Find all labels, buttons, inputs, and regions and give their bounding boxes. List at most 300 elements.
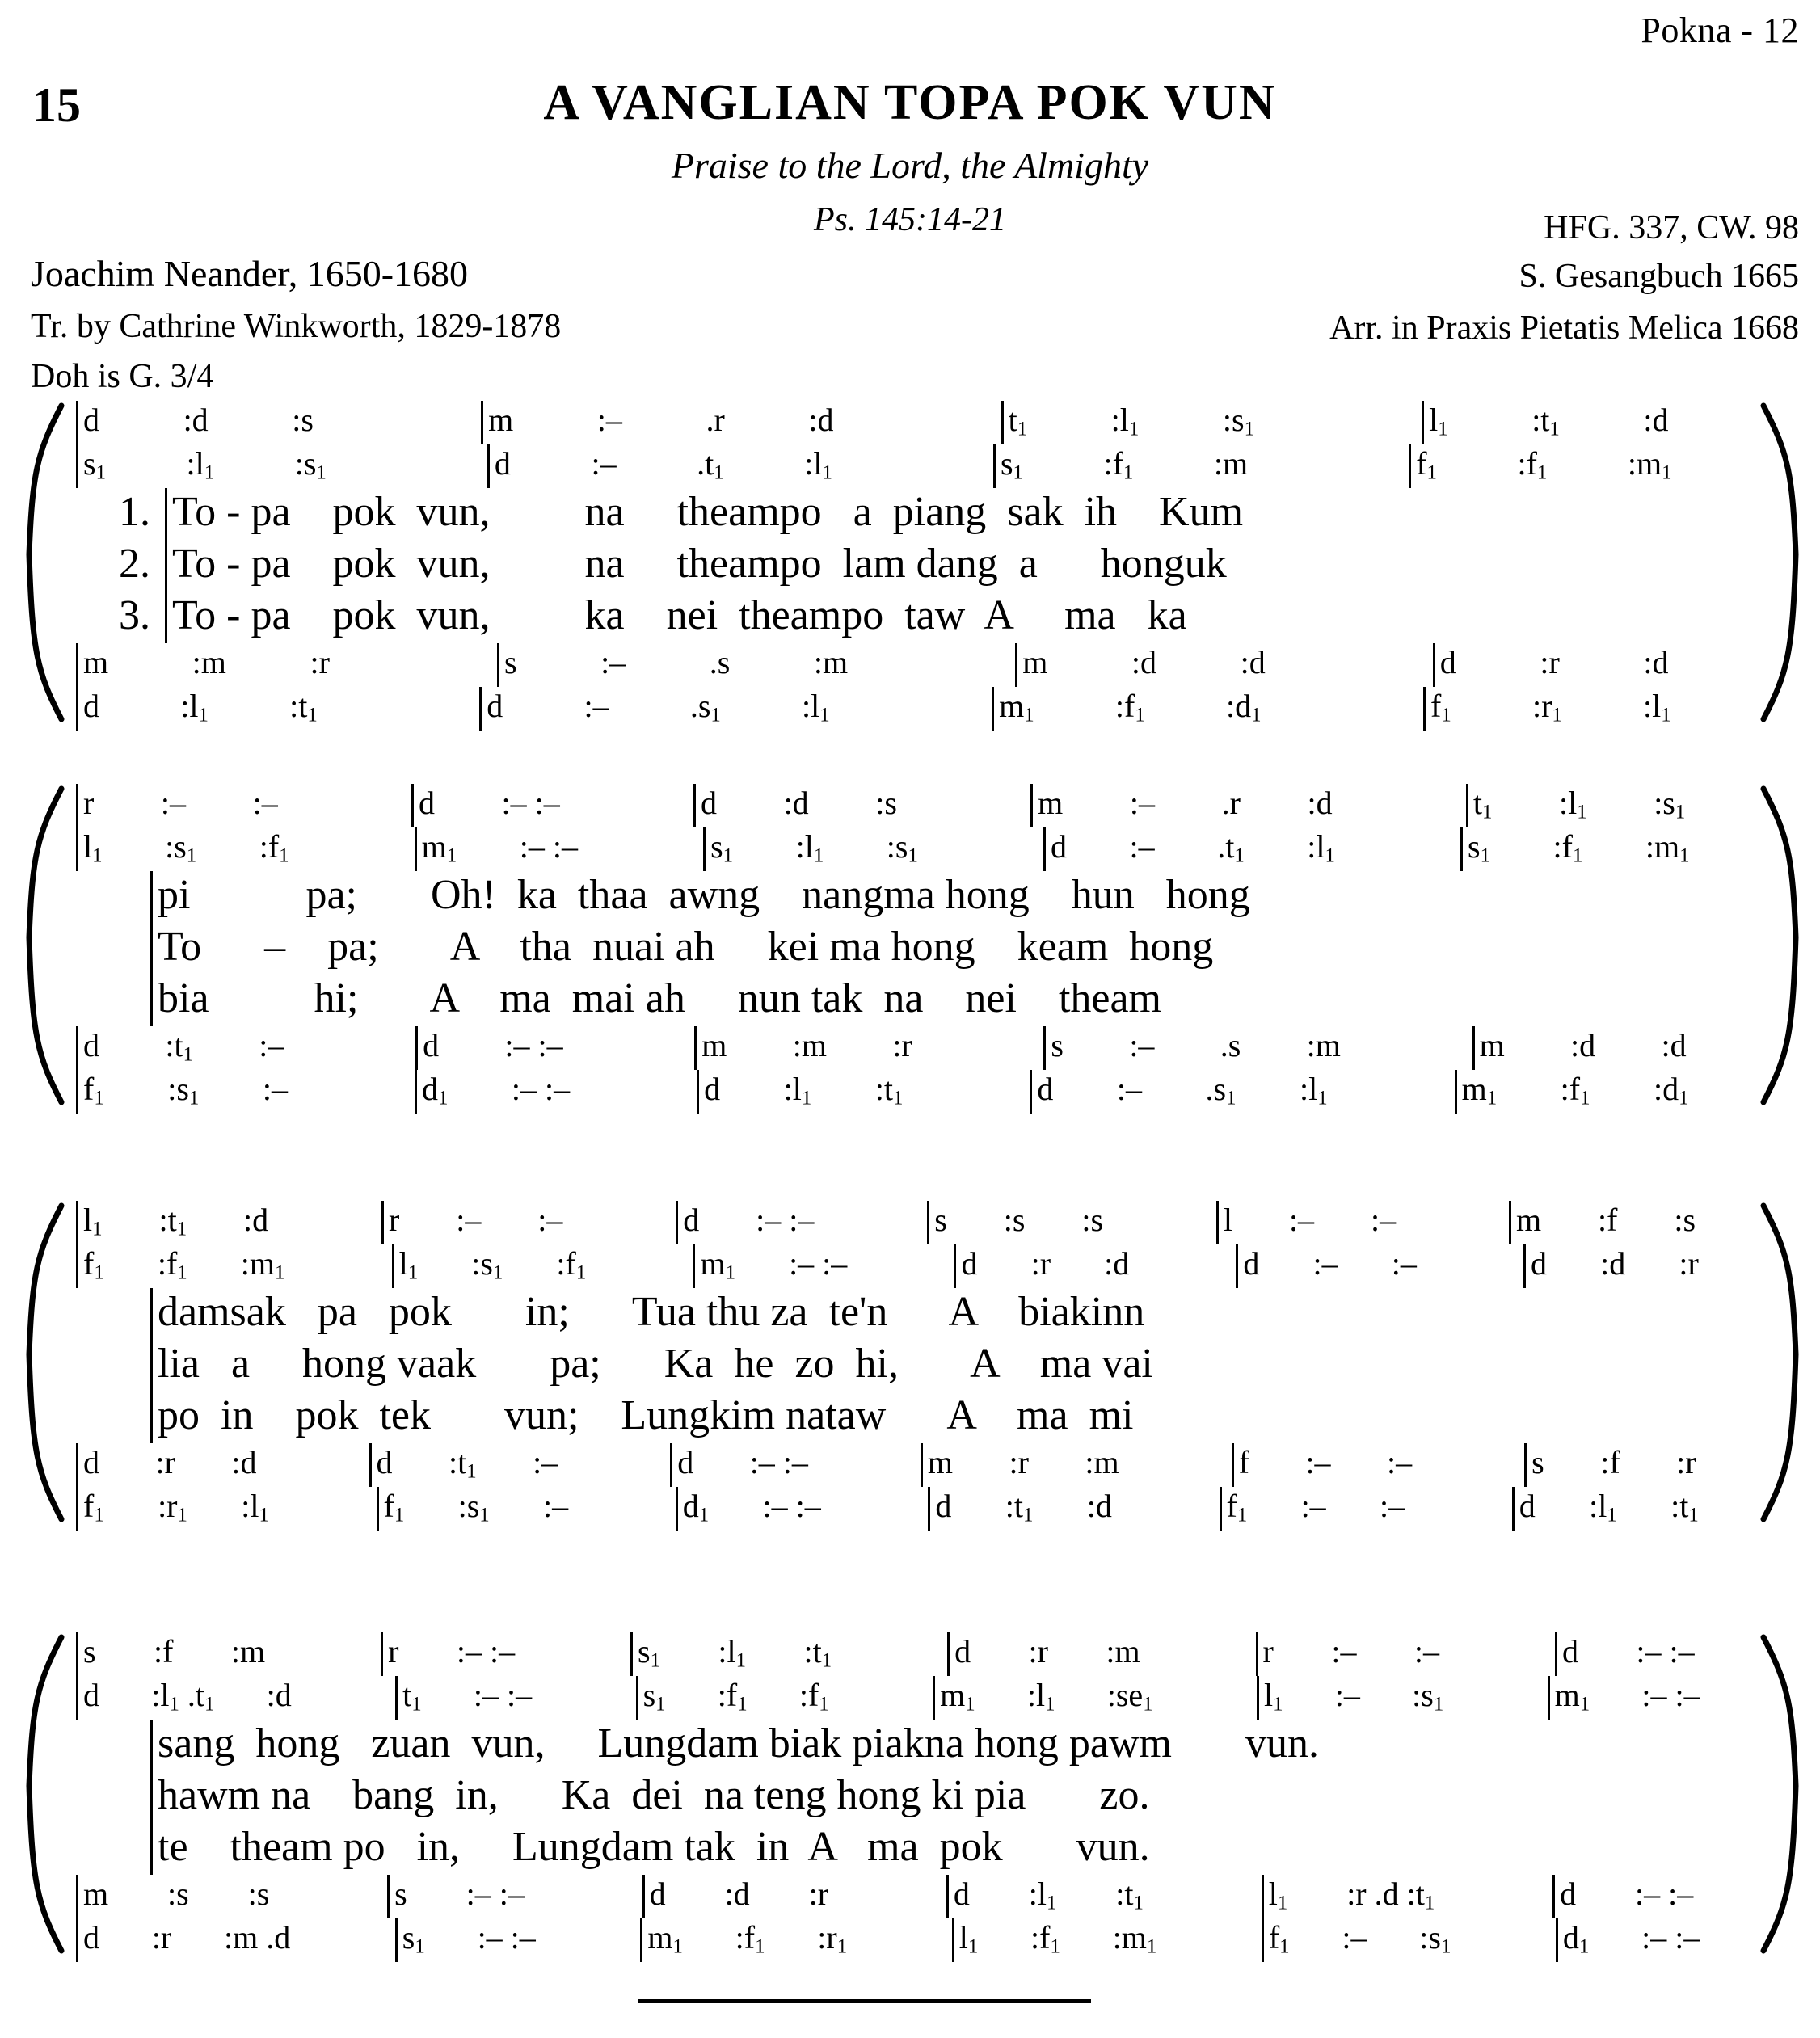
solfa-note: :– :– <box>519 828 578 865</box>
solfa-note: .s <box>709 644 731 680</box>
source-credit: S. Gesangbuch 1665 <box>1519 258 1799 295</box>
lyric-text: po in pok tek vun; Lungkim nataw A ma mi <box>158 1392 1134 1438</box>
solfa-note: :m <box>792 1027 827 1063</box>
solfa-note: :s <box>1003 1202 1026 1238</box>
barline <box>479 687 482 731</box>
solfa-note: :– <box>596 402 622 438</box>
barline <box>481 401 483 444</box>
solfa-note: $:t_1$ <box>1115 1876 1144 1914</box>
barline <box>150 1340 153 1392</box>
solfa-note: $.t_1$ <box>697 445 724 484</box>
solfa-note: :– <box>1380 1488 1405 1524</box>
solfa-note: $s_1$ <box>1468 828 1490 867</box>
barline <box>76 401 78 444</box>
solfa-note: :– :– <box>1641 1677 1700 1713</box>
barline <box>636 1676 638 1720</box>
solfa-note: $:s_1$ <box>167 1071 200 1110</box>
solfa-note: $:s_1$ <box>471 1245 503 1284</box>
soprano-line <box>76 1632 1752 1676</box>
bass-line <box>76 1918 1752 1962</box>
solfa-note: :– :– <box>762 1488 821 1524</box>
solfa-note: :– <box>583 688 609 724</box>
barline <box>694 1026 697 1070</box>
solfa-note: :– <box>591 445 617 482</box>
solfa-note: $f_1$ <box>83 1488 104 1526</box>
solfa-note: r <box>388 1633 399 1670</box>
solfa-note: $.s_1$ <box>1205 1071 1237 1110</box>
solfa-note: $:t_1$ <box>165 1027 193 1066</box>
solfa-note: d <box>1439 644 1456 680</box>
solfa-note: :m <box>1085 1444 1119 1480</box>
barline <box>697 1070 699 1114</box>
barline <box>165 540 167 592</box>
solfa-note: $:s_1$ <box>1654 785 1686 823</box>
solfa-note: s <box>503 644 517 680</box>
solfa-note: d <box>487 688 503 724</box>
barline <box>150 923 153 975</box>
barline <box>415 1070 417 1114</box>
solfa-note: $d_1$ <box>682 1488 710 1526</box>
barline <box>927 1201 929 1244</box>
solfa-note: $l_1$ <box>958 1919 979 1958</box>
solfa-note: :m <box>1213 445 1249 482</box>
translator-credit: Tr. by Cathrine Winkworth, 1829-1878 <box>31 308 562 345</box>
solfa-note: m <box>83 1876 109 1912</box>
lyric-text: damsak pa pok in; Tua thu za te'n A biakinn <box>158 1289 1145 1335</box>
lyric-text: hawm na bang in, Ka dei na teng hong ki pia zo. <box>158 1772 1150 1818</box>
music-system <box>19 1201 1805 1524</box>
solfa-note: $:m_1$ <box>240 1245 285 1284</box>
lyric-text: lia a hong vaak pa; Ka he zo hi, A ma vai <box>158 1341 1153 1387</box>
barline <box>933 1676 935 1720</box>
solfa-note: f <box>1238 1444 1249 1480</box>
solfa-note: :– <box>1129 785 1155 821</box>
barline <box>381 1632 383 1676</box>
soprano-line <box>76 1201 1752 1244</box>
solfa-note: :– <box>537 1202 563 1238</box>
alto-line <box>76 1676 1752 1720</box>
solfa-note: $:d_1$ <box>1225 688 1262 726</box>
solfa-note: :– :– <box>466 1876 525 1912</box>
solfa-note: :– <box>456 1202 482 1238</box>
solfa-note: $:f_1$ <box>157 1245 187 1284</box>
barline <box>150 1392 153 1443</box>
page-header-pokna: Pokna - 12 <box>1641 11 1799 50</box>
solfa-note: $:l_1$ <box>802 688 830 726</box>
barline <box>1548 1676 1550 1720</box>
barline <box>1001 401 1004 444</box>
solfa-note: $:l_1$ <box>1558 785 1587 823</box>
solfa-note: $:f_1$ <box>556 1245 587 1284</box>
solfa-note: $f_1$ <box>83 1245 104 1284</box>
solfa-note: $:f_1$ <box>1552 828 1583 867</box>
solfa-note: :r <box>155 1444 175 1480</box>
solfa-note: $:se_1$ <box>1106 1677 1153 1716</box>
barline <box>377 1487 379 1531</box>
solfa-note: d <box>953 1876 970 1912</box>
lyric-line <box>76 540 1752 592</box>
solfa-note: $:f_1$ <box>1560 1071 1590 1110</box>
solfa-note: :s <box>1674 1202 1696 1238</box>
barline <box>76 1070 78 1114</box>
solfa-note: $:s_1$ <box>457 1488 490 1526</box>
solfa-note: $:l_1$ <box>1026 1677 1055 1716</box>
barline <box>487 444 490 488</box>
barline <box>395 1676 398 1720</box>
solfa-note: $:f_1$ <box>1103 445 1134 484</box>
solfa-note: m <box>1515 1202 1542 1238</box>
soprano-line <box>76 784 1752 827</box>
solfa-note: :– <box>1370 1202 1397 1238</box>
page-title: A VANGLIAN TOPA POK VUN <box>543 75 1277 130</box>
barline <box>1555 1632 1557 1676</box>
solfa-note: $:r_1$ <box>1531 688 1562 726</box>
solfa-note: $:t_1$ <box>1005 1488 1034 1526</box>
solfa-note: $:f_1$ <box>1030 1919 1060 1958</box>
solfa-note: $l_1$ <box>1268 1876 1288 1914</box>
barline <box>1422 401 1424 444</box>
bass-line <box>76 1487 1752 1531</box>
solfa-note: d <box>376 1444 393 1480</box>
solfa-note: :– <box>262 1071 288 1107</box>
solfa-note: d <box>83 1677 99 1713</box>
solfa-note: :– :– <box>456 1633 516 1670</box>
solfa-note: $:f_1$ <box>798 1677 829 1716</box>
solfa-note: $.t_1$ <box>1217 828 1245 867</box>
barline <box>693 784 696 827</box>
solfa-note: .r <box>706 402 725 438</box>
barline <box>369 1443 372 1487</box>
solfa-note: $:l_1$ <box>783 1071 812 1110</box>
solfa-note: :– <box>1312 1245 1338 1282</box>
solfa-note: :r <box>1676 1444 1696 1480</box>
solfa-note: :– <box>1288 1202 1315 1238</box>
solfa-note: $l_1$ <box>83 1202 103 1240</box>
solfa-note: $d_1$ <box>1562 1919 1590 1958</box>
solfa-note: $:t_1$ <box>158 1202 187 1240</box>
solfa-note: $:l_1$ <box>1589 1488 1617 1526</box>
solfa-note: :s <box>292 402 314 438</box>
solfa-note: :– <box>1300 1488 1326 1524</box>
staff <box>76 784 1752 1114</box>
solfa-note: $l_1$ <box>1264 1677 1283 1716</box>
solfa-note: :d <box>183 402 209 438</box>
solfa-note: :r <box>1009 1444 1029 1480</box>
solfa-note: m <box>1038 785 1064 821</box>
barline <box>76 643 78 687</box>
solfa-note: :d <box>1643 402 1669 438</box>
solfa-note: $m_1$ <box>940 1677 975 1716</box>
solfa-note: $:s_1$ <box>886 828 918 867</box>
lyric-line <box>76 592 1752 643</box>
music-system <box>19 784 1805 1110</box>
brace-left-icon <box>19 1201 66 1524</box>
author-credit: Joachim Neander, 1650-1680 <box>31 253 469 294</box>
solfa-note: $:d_1$ <box>1654 1071 1689 1110</box>
alto-line <box>76 1244 1752 1288</box>
solfa-note: :r <box>1028 1633 1048 1670</box>
solfa-note: d <box>423 1027 440 1063</box>
solfa-note: :d <box>243 1202 269 1238</box>
lyric-text: To – pa; A tha nuai ah kei ma hong keam hong <box>158 924 1214 970</box>
barline <box>150 1288 153 1340</box>
solfa-note: d <box>83 402 99 438</box>
barline <box>76 784 78 827</box>
solfa-note: $:l_1$ <box>1110 402 1140 440</box>
barline <box>150 1823 153 1875</box>
arranger-credit: Arr. in Praxis Pietatis Melica 1668 <box>1329 309 1799 347</box>
barline <box>1257 1676 1259 1720</box>
solfa-note: d <box>494 445 511 482</box>
solfa-note: d <box>700 785 717 821</box>
bass-line <box>76 1070 1752 1114</box>
solfa-note: $:l_1$ <box>186 445 215 484</box>
barline <box>497 643 499 687</box>
barline <box>76 1487 78 1531</box>
soprano-line <box>76 401 1752 444</box>
barline <box>415 1026 418 1070</box>
barline <box>676 1487 678 1531</box>
barline <box>76 687 78 731</box>
solfa-note: :s <box>1081 1202 1104 1238</box>
barline <box>693 1244 695 1288</box>
barline <box>1552 1875 1555 1918</box>
lyric-line <box>76 975 1752 1026</box>
solfa-note: .r <box>1221 785 1241 821</box>
solfa-note: :– :– <box>756 1202 815 1238</box>
barline <box>1236 1244 1238 1288</box>
solfa-note: :– :– <box>504 1027 563 1063</box>
solfa-note: d <box>704 1071 721 1107</box>
solfa-note: :d <box>1570 1027 1596 1063</box>
brace-right-icon <box>1759 401 1805 724</box>
barline <box>76 1443 78 1487</box>
solfa-note: $:l_1$ <box>1028 1876 1057 1914</box>
staff <box>76 401 1752 731</box>
barline <box>76 827 78 871</box>
lyric-text: te theam po in, Lungdam tak in A ma pok vun. <box>158 1824 1150 1870</box>
solfa-note: m <box>488 402 514 438</box>
solfa-note: :– :– <box>511 1071 571 1107</box>
solfa-note: :d <box>724 1876 750 1912</box>
barline <box>76 1676 78 1720</box>
hymn-subtitle: Praise to the Lord, the Almighty <box>671 145 1149 186</box>
solfa-note: :– <box>533 1444 558 1480</box>
solfa-note: :– <box>1342 1919 1367 1956</box>
lyric-line <box>76 1340 1752 1392</box>
solfa-note: $m_1$ <box>421 828 457 867</box>
hymn-number: 15 <box>32 78 81 132</box>
solfa-note: s <box>83 1633 96 1670</box>
solfa-note: :d <box>1600 1245 1626 1282</box>
solfa-note: d <box>83 1444 99 1480</box>
solfa-note: d <box>83 688 99 724</box>
tenor-line <box>76 1443 1752 1487</box>
lyric-text: To - pa pok vun, ka nei theampo taw A ma ka <box>172 592 1187 638</box>
solfa-note: l <box>1223 1202 1233 1238</box>
solfa-note: :– <box>160 785 187 821</box>
solfa-note: :– <box>1413 1633 1440 1670</box>
solfa-note: :– :– <box>1634 1876 1694 1912</box>
lyric-line <box>76 1392 1752 1443</box>
barline <box>150 975 153 1026</box>
solfa-note: $:t_1$ <box>289 688 318 726</box>
music-system <box>19 1632 1805 1956</box>
solfa-note: $:t_1$ <box>874 1071 904 1110</box>
solfa-note: $t_1$ <box>402 1677 422 1716</box>
solfa-note: :m <box>1306 1027 1341 1063</box>
solfa-note: $:f_1$ <box>1517 445 1548 484</box>
solfa-note: $:m_1$ <box>1645 828 1690 867</box>
barline <box>150 1771 153 1823</box>
lyric-text: To - pa pok vun, na theampo a piang sak ih Kum <box>172 489 1244 535</box>
lyric-text: sang hong zuan vun, Lungdam biak piakna hong pawm vun. <box>158 1720 1319 1766</box>
solfa-note: :d <box>1131 644 1157 680</box>
solfa-note: .s <box>1220 1027 1241 1063</box>
solfa-note: $:l_1$ <box>1299 1071 1328 1110</box>
solfa-note: $s_1$ <box>1000 445 1023 484</box>
solfa-note: :– <box>1331 1633 1357 1670</box>
barline <box>992 687 994 731</box>
staff <box>76 1201 1752 1531</box>
barline <box>76 1026 78 1070</box>
solfa-note: m <box>83 644 109 680</box>
solfa-note: :– :– <box>1636 1633 1695 1670</box>
solfa-note: :d <box>783 785 809 821</box>
barline <box>928 1487 930 1531</box>
verse-number: 1. <box>119 489 150 535</box>
alto-line <box>76 827 1752 871</box>
solfa-note: m <box>1022 644 1048 680</box>
solfa-note: $:r_1$ <box>817 1919 848 1958</box>
solfa-note: :r <box>151 1919 172 1956</box>
solfa-note: $f_1$ <box>1416 445 1437 484</box>
solfa-note: d <box>1519 1488 1536 1524</box>
solfa-note: :– <box>1116 1071 1142 1107</box>
brace-left-icon <box>19 401 66 724</box>
barline <box>1262 1875 1264 1918</box>
solfa-note: s <box>934 1202 947 1238</box>
solfa-note: d <box>1037 1071 1054 1107</box>
solfa-note: $t_1$ <box>1008 402 1028 440</box>
solfa-note: $s_1$ <box>83 445 106 484</box>
solfa-note: d <box>1561 1633 1578 1670</box>
solfa-note: $:l_1$ $.t_1$ <box>151 1677 215 1716</box>
solfa-note: m <box>701 1027 727 1063</box>
solfa-note: :d <box>1104 1245 1130 1282</box>
barline <box>381 1201 384 1244</box>
solfa-note: m <box>1479 1027 1505 1063</box>
barline <box>392 1244 394 1288</box>
solfa-note: :s <box>167 1876 189 1912</box>
solfa-note: $s_1$ <box>710 828 734 867</box>
solfa-note: d <box>649 1876 666 1912</box>
barline <box>954 1244 956 1288</box>
solfa-note: :d <box>231 1444 257 1480</box>
solfa-note: :– <box>1387 1444 1413 1480</box>
barline <box>921 1443 923 1487</box>
scripture-reference: Ps. 145:14-21 <box>814 201 1006 238</box>
solfa-note: d <box>1560 1876 1577 1912</box>
solfa-note: :– <box>1129 1027 1155 1063</box>
solfa-note: d <box>677 1444 694 1480</box>
solfa-note: :– <box>600 644 626 680</box>
barline <box>395 1918 398 1962</box>
solfa-note: $:f_1$ <box>735 1919 765 1958</box>
solfa-note: $m_1$ <box>1554 1677 1590 1716</box>
solfa-note: $f_1$ <box>383 1488 405 1526</box>
barline <box>1030 784 1033 827</box>
solfa-note: d <box>83 1919 99 1956</box>
barline <box>76 1201 78 1244</box>
solfa-note: :– :– <box>1641 1919 1700 1956</box>
solfa-note: s <box>1051 1027 1064 1063</box>
solfa-note: d <box>1050 828 1067 865</box>
lyric-text: bia hi; A ma mai ah nun tak na nei theam <box>158 975 1162 1021</box>
barline <box>1455 1070 1457 1114</box>
solfa-note: $l_1$ <box>83 828 103 867</box>
barline <box>76 1632 78 1676</box>
solfa-note: $:l_1$ <box>795 828 824 867</box>
barline <box>1423 687 1426 731</box>
barline <box>387 1875 390 1918</box>
solfa-note: :d <box>1307 785 1333 821</box>
solfa-note: $.s_1$ <box>689 688 721 726</box>
barline <box>411 784 414 827</box>
solfa-note: :– :– <box>789 1245 848 1282</box>
solfa-note: $:l_1$ <box>180 688 209 726</box>
solfa-note: d <box>1531 1245 1548 1282</box>
solfa-note: :d <box>1661 1027 1687 1063</box>
solfa-note: d <box>418 785 435 821</box>
barline <box>1256 1632 1258 1676</box>
solfa-note: :m <box>1106 1633 1140 1670</box>
solfa-note: d <box>1243 1245 1260 1282</box>
solfa-note: :r <box>310 644 330 680</box>
barline <box>642 1875 645 1918</box>
solfa-note: :r <box>1540 644 1560 680</box>
solfa-note: m <box>927 1444 954 1480</box>
solfa-note: $:s_1$ <box>1412 1677 1444 1716</box>
lyric-line <box>76 1823 1752 1875</box>
solfa-note: $:s_1$ <box>1419 1919 1451 1958</box>
solfa-note: s <box>1531 1444 1544 1480</box>
solfa-note: :r .d $:t_1$ <box>1346 1876 1435 1914</box>
solfa-note: :m <box>192 644 226 680</box>
barline <box>946 1875 949 1918</box>
solfa-note: $:l_1$ <box>241 1488 269 1526</box>
barline <box>993 444 996 488</box>
solfa-note: r <box>1262 1633 1274 1670</box>
alto-line <box>76 444 1752 488</box>
solfa-note: :d <box>1240 644 1266 680</box>
solfa-note: $t_1$ <box>1472 785 1493 823</box>
barline <box>1524 1443 1527 1487</box>
solfa-note: :– :– <box>501 785 560 821</box>
solfa-note: :– :– <box>749 1444 808 1480</box>
lyric-line <box>76 1720 1752 1771</box>
barline <box>952 1918 954 1962</box>
solfa-note: $m_1$ <box>1461 1071 1498 1110</box>
hymnal-reference: HFG. 337, CW. 98 <box>1544 209 1799 246</box>
solfa-note: $:s_1$ <box>294 445 327 484</box>
barline <box>1509 1201 1511 1244</box>
footer-divider <box>638 1999 1091 2003</box>
solfa-note: :– <box>1391 1245 1417 1282</box>
solfa-note: :d <box>266 1677 292 1713</box>
solfa-note: $:f_1$ <box>1114 688 1145 726</box>
barline <box>676 1201 678 1244</box>
